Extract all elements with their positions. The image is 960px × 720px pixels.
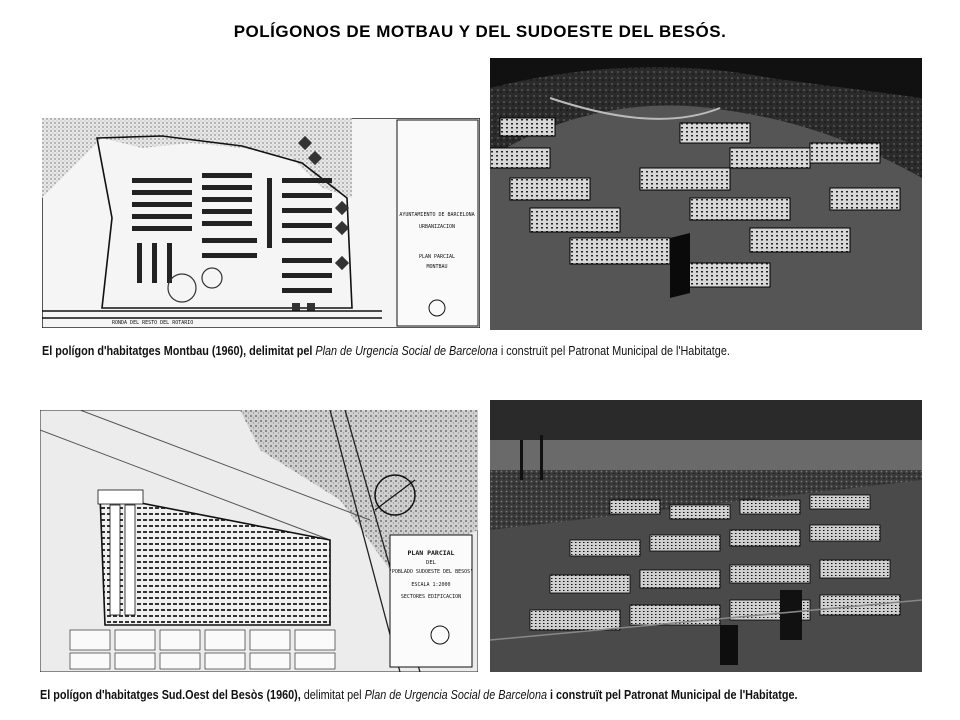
stamp-line-4: MONTBAU bbox=[426, 264, 448, 270]
montbau-caption bbox=[42, 344, 730, 358]
besos-aerial-photo bbox=[490, 400, 922, 672]
stamp-line-2: URBANIZACION bbox=[418, 224, 456, 230]
page-title: POLÍGONOS DE MOTBAU Y DEL SUDOESTE DEL BESÓS. bbox=[233, 22, 727, 41]
besos-stamp-line-1: PLAN PARCIAL bbox=[407, 549, 455, 557]
besos-stamp-line-2: DEL bbox=[426, 560, 436, 566]
caption-plan-title: Plan de Urgencia Social de Barcelona bbox=[315, 344, 498, 358]
stamp-line-1: AYUNTAMIENTO DE BARCELONA bbox=[399, 212, 475, 218]
besos-stamp-line-3: "POBLADO SUDOESTE DEL BESOS" bbox=[388, 569, 474, 575]
montbau-plan-map bbox=[42, 118, 480, 328]
caption-part1: El polígon d'habitatges Sud.Oest del Besòs (1960), bbox=[40, 688, 304, 702]
besos-caption bbox=[40, 688, 798, 702]
caption-mid: delimitat pel bbox=[303, 688, 365, 702]
road-label: RONDA DEL RESTO DEL ROTARIO bbox=[112, 320, 194, 326]
caption-part1: El polígon d'habitatges Montbau (1960), delimitat pel bbox=[42, 344, 316, 358]
besos-plan-map bbox=[40, 410, 478, 672]
besos-stamp-line-4: ESCALA 1:2000 bbox=[411, 582, 451, 588]
besos-stamp-line-5: SECTORES EDIFICACION bbox=[400, 594, 462, 600]
caption-part2: i construït pel Patronat Municipal de l'Habitatge. bbox=[497, 344, 730, 358]
stamp-line-3: PLAN PARCIAL bbox=[418, 254, 456, 260]
caption-plan-title: Plan de Urgencia Social de Barcelona bbox=[364, 688, 548, 702]
caption-part2: i construït pel Patronat Municipal de l'Habitatge. bbox=[547, 688, 798, 702]
montbau-aerial-photo bbox=[490, 58, 922, 330]
